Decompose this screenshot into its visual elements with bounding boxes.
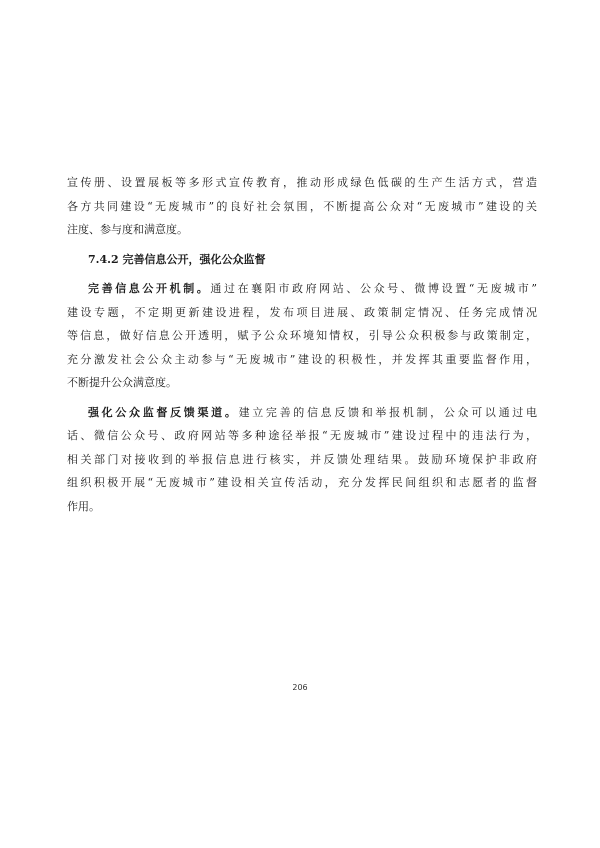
paragraph-line: 各方共同建设“无废城市”的良好社会氛围，不断提高公众对“无废城市”建设的关: [67, 199, 537, 213]
paragraph-line: 话、微信公众号、政府网站等多种途径举报“无废城市”建设过程中的违法行为，: [67, 429, 537, 442]
paragraph-line: 作用。: [67, 499, 100, 513]
paragraph-line: 注度、参与度和满意度。: [67, 223, 188, 236]
paragraph-line: 充分激发社会公众主动参与“无废城市”建设的积极性，并发挥其重要监督作用，: [67, 352, 537, 366]
paragraph-line: 不断提升公众满意度。: [67, 376, 177, 389]
paragraph-text: 通过在襄阳市政府网站、公众号、微博设置“无废城市”: [210, 282, 537, 295]
paragraph-line: 等信息，做好信息公开透明，赋予公众环境知情权，引导公众积极参与政策制定，: [67, 329, 537, 342]
paragraph-lead: 强化公众监督反馈渠道。: [88, 405, 239, 419]
page-number: 206: [292, 683, 308, 692]
document-body: [67, 171, 537, 518]
paragraph-line: [67, 277, 537, 301]
paragraph-line: 组织积极开展“无废城市”建设相关宣传活动，充分发挥民间组织和志愿者的监督: [67, 476, 537, 489]
paragraph-text: 建立完善的信息反馈和举报机制，公众可以通过电: [238, 405, 537, 419]
section-heading: 7.4.2 完善信息公开，强化公众监督: [88, 252, 266, 266]
paragraph-line: 相关部门对接收到的举报信息进行核实，并反馈处理结果。鼓励环境保护非政府: [67, 452, 537, 466]
paragraph-line: 建设专题，不定期更新建设进程，发布项目进展、政策制定情况、任务完成情况: [67, 305, 537, 319]
paragraph-line: [67, 401, 537, 425]
paragraph-lead: 完善信息公开机制。: [88, 282, 211, 295]
paragraph-line: 宣传册、设置展板等多形式宣传教育，推动形成绿色低碳的生产生活方式，营造: [67, 176, 537, 189]
